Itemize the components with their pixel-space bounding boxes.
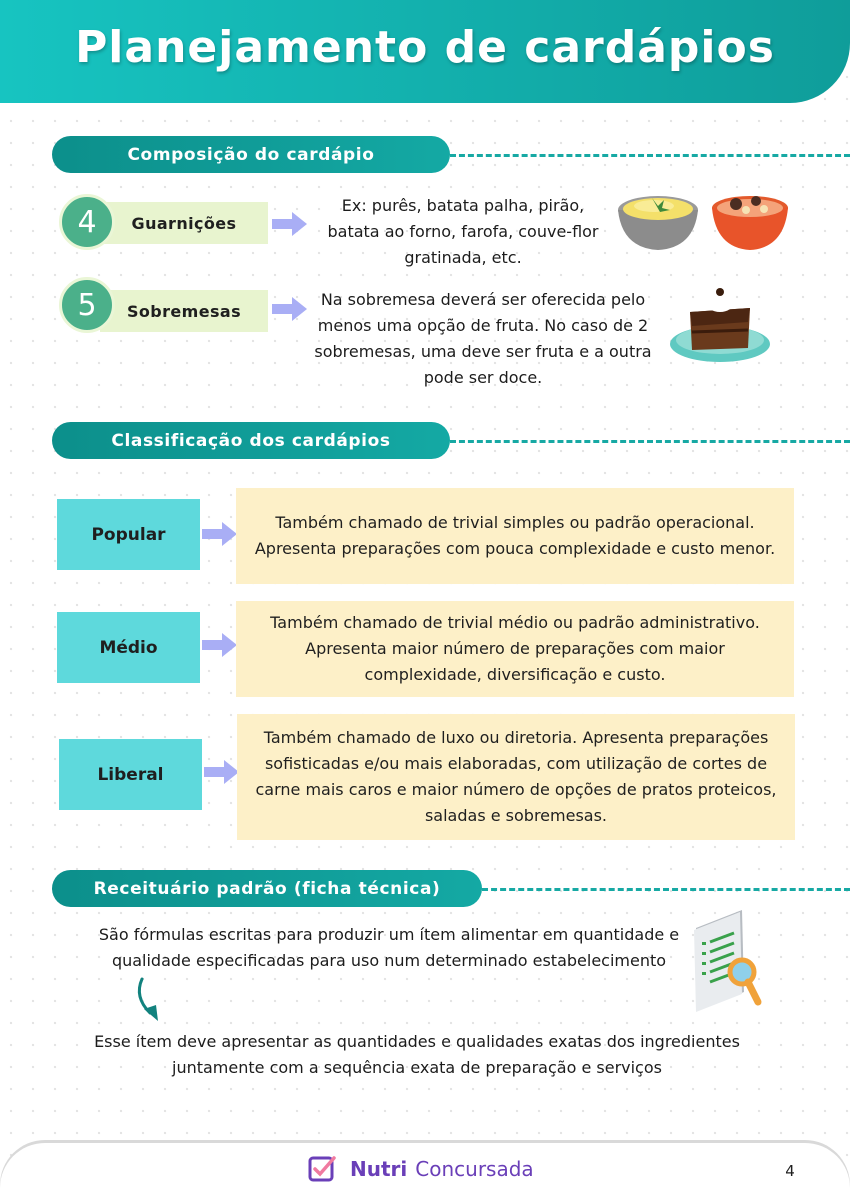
soup-bowl-icon: [708, 188, 792, 254]
section-divider: [482, 888, 850, 891]
mashed-potato-bowl-icon: [614, 188, 702, 254]
class-description-popular: Também chamado de trivial simples ou padrão operacional. Apresenta preparações com pouca complexidade e custo menor.: [236, 488, 794, 584]
arrow-right-icon: [272, 211, 308, 237]
brand-logo: [308, 1153, 534, 1185]
receituario-detail: Esse ítem deve apresentar as quantidades e qualidades exatas dos ingredientes juntamente com a sequência exata de preparação e serviços: [94, 1032, 740, 1077]
chocolate-cake-icon: [668, 282, 772, 366]
curved-arrow-down-icon: [132, 975, 168, 1027]
section-divider: [450, 154, 850, 157]
section-title-receituario: Receituário padrão (ficha técnica): [52, 870, 482, 907]
arrow-right-icon: [272, 296, 308, 322]
checklist-logo-icon: [308, 1154, 342, 1184]
page-title: Planejamento de cardápios: [75, 22, 775, 73]
step-number-4: 4: [59, 194, 115, 250]
document-magnifier-icon: [690, 906, 766, 1014]
class-description-medio: Também chamado de trivial médio ou padrão administrativo. Apresenta maior número de preparações com maior complexidade, diversificação e custo.: [236, 601, 794, 697]
brand-name-bold: Nutri: [350, 1157, 408, 1181]
section-divider: [450, 440, 850, 443]
class-description-liberal: Também chamado de luxo ou diretoria. Apresenta preparações sofisticadas e/ou mais elaboradas, com utilização de cortes de carne mais caros e maior número de opções de pratos proteicos, saladas e sobremesas.: [237, 714, 795, 840]
step-label-guarnicoes: Guarnições: [100, 202, 268, 244]
brand-name-light: Concursada: [415, 1157, 534, 1181]
class-label-popular: Popular: [57, 499, 200, 570]
receituario-definition: São fórmulas escritas para produzir um ítem alimentar em quantidade e qualidade especificadas para uso num determinado estabelecimento: [98, 925, 680, 970]
section-title-composicao: Composição do cardápio: [52, 136, 450, 173]
page-number: 4: [785, 1162, 795, 1180]
section-title-classificacao: Classificação dos cardápios: [52, 422, 450, 459]
arrow-right-icon: [202, 632, 238, 658]
arrow-right-icon: [202, 521, 238, 547]
class-label-liberal: Liberal: [59, 739, 202, 810]
class-label-medio: Médio: [57, 612, 200, 683]
description-sobremesas: Na sobremesa deverá ser oferecida pelo menos uma opção de fruta. No caso de 2 sobremesas, uma deve ser fruta e a outra pode ser doce.: [314, 290, 652, 387]
step-number-5: 5: [59, 277, 115, 333]
description-guarnicoes: Ex: purês, batata palha, pirão, batata ao forno, farofa, couve-flor gratinada, etc.: [327, 196, 599, 267]
step-label-sobremesas: Sobremesas: [100, 290, 268, 332]
arrow-right-icon: [204, 759, 240, 785]
